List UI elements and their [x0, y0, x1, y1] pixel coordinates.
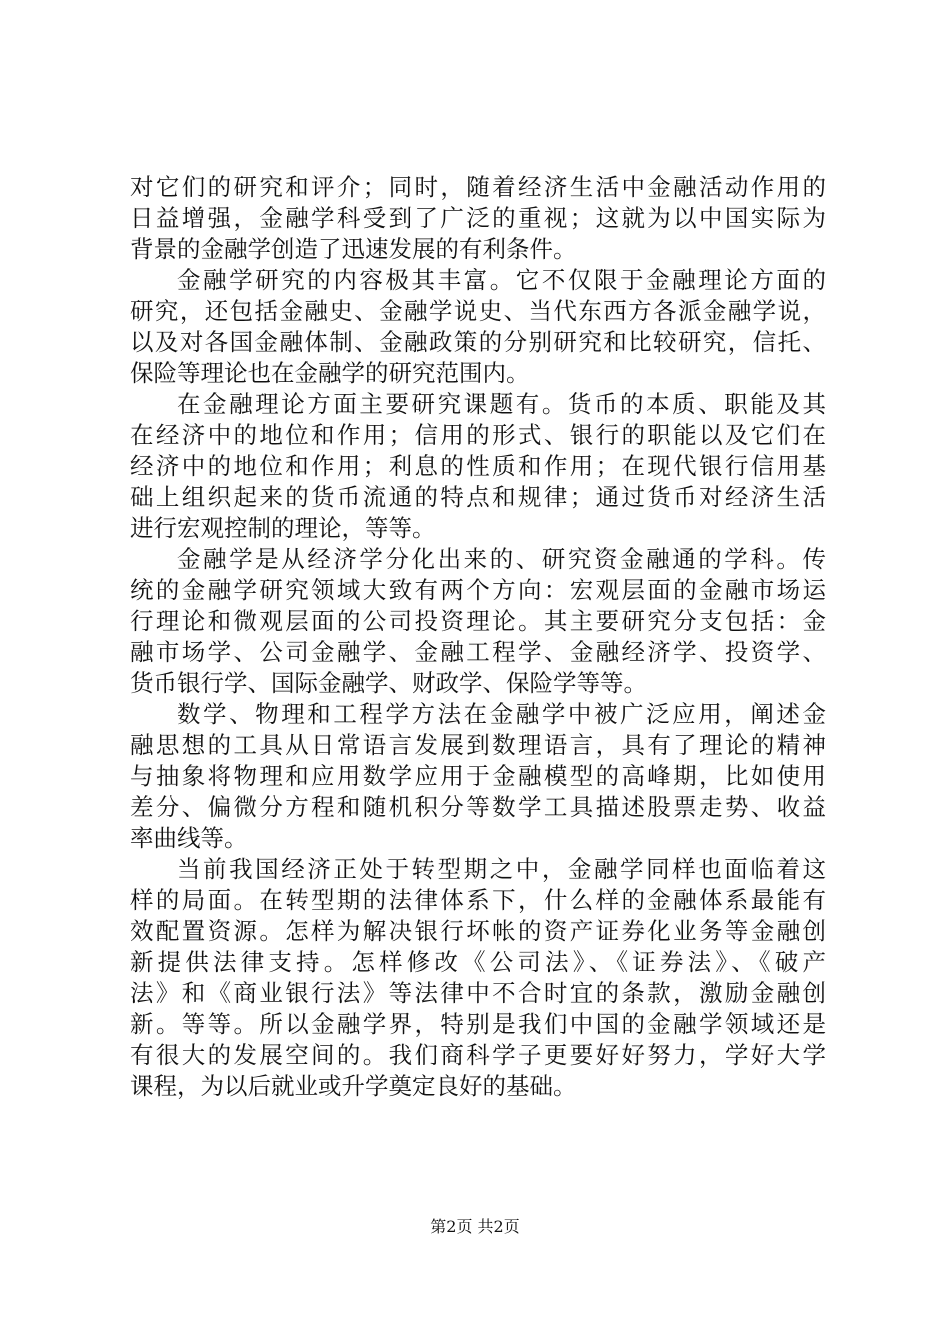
paragraph-line: 对它们的研究和评介；同时，随着经济生活中金融活动作用的	[130, 173, 826, 201]
paragraph-line: 有很大的发展空间的。我们商科学子更要好好努力，学好大学	[130, 1041, 826, 1069]
paragraph-line: 差分、偏微分方程和随机积分等数学工具描述股票走势、收益	[130, 793, 826, 821]
paragraph-line: 新提供法律支持。怎样修改《公司法》、《证券法》、《破产	[130, 948, 826, 976]
paragraph-line: 融思想的工具从日常语言发展到数理语言，具有了理论的精神	[130, 731, 826, 759]
paragraph-line: 以及对各国金融体制、金融政策的分别研究和比较研究，信托、	[130, 328, 826, 356]
paragraph-line: 金融学研究的内容极其丰富。它不仅限于金融理论方面的	[177, 266, 826, 294]
paragraph	[130, 172, 826, 265]
paragraph-line: 率曲线等。	[130, 824, 248, 852]
paragraph	[130, 544, 826, 699]
paragraph-line: 当前我国经济正处于转型期之中，金融学同样也面临着这	[177, 855, 826, 883]
paragraph	[130, 265, 826, 389]
paragraph-line: 研究，还包括金融史、金融学说史、当代东西方各派金融学说，	[130, 297, 826, 325]
paragraph-line: 新。等等。所以金融学界，特别是我们中国的金融学领域还是	[130, 1010, 826, 1038]
paragraph-line: 在金融理论方面主要研究课题有。货币的本质、职能及其	[177, 390, 826, 418]
paragraph-line: 课程，为以后就业或升学奠定良好的基础。	[130, 1072, 577, 1100]
paragraph	[130, 389, 826, 544]
paragraph-line: 效配置资源。怎样为解决银行坏帐的资产证券化业务等金融创	[130, 917, 826, 945]
paragraph	[130, 854, 826, 1102]
paragraph-line: 背景的金融学创造了迅速发展的有利条件。	[130, 235, 577, 263]
paragraph-line: 法》和《商业银行法》等法律中不合时宜的条款，激励金融创	[130, 979, 826, 1007]
document-body	[130, 172, 826, 1102]
paragraph-line: 在经济中的地位和作用；信用的形式、银行的职能以及它们在	[130, 421, 826, 449]
paragraph-line: 经济中的地位和作用；利息的性质和作用；在现代银行信用基	[130, 452, 826, 480]
paragraph-line: 金融学是从经济学分化出来的、研究资金融通的学科。传	[177, 545, 826, 573]
paragraph-line: 进行宏观控制的理论，等等。	[130, 514, 436, 542]
paragraph-line: 样的局面。在转型期的法律体系下，什么样的金融体系最能有	[130, 886, 826, 914]
paragraph-line: 日益增强，金融学科受到了广泛的重视；这就为以中国实际为	[130, 204, 826, 232]
paragraph-line: 础上组织起来的货币流通的特点和规律；通过货币对经济生活	[130, 483, 826, 511]
page-footer: 第2页 共2页	[430, 1217, 520, 1236]
paragraph-line: 货币银行学、国际金融学、财政学、保险学等等。	[130, 669, 647, 697]
paragraph-line: 保险等理论也在金融学的研究范围内。	[130, 359, 530, 387]
paragraph-line: 融市场学、公司金融学、金融工程学、金融经济学、投资学、	[130, 638, 826, 666]
paragraph-line: 行理论和微观层面的公司投资理论。其主要研究分支包括：金	[130, 607, 826, 635]
paragraph-line: 与抽象将物理和应用数学应用于金融模型的高峰期，比如使用	[130, 762, 826, 790]
paragraph-line: 数学、物理和工程学方法在金融学中被广泛应用，阐述金	[177, 700, 826, 728]
paragraph	[130, 699, 826, 854]
paragraph-line: 统的金融学研究领域大致有两个方向：宏观层面的金融市场运	[130, 576, 826, 604]
